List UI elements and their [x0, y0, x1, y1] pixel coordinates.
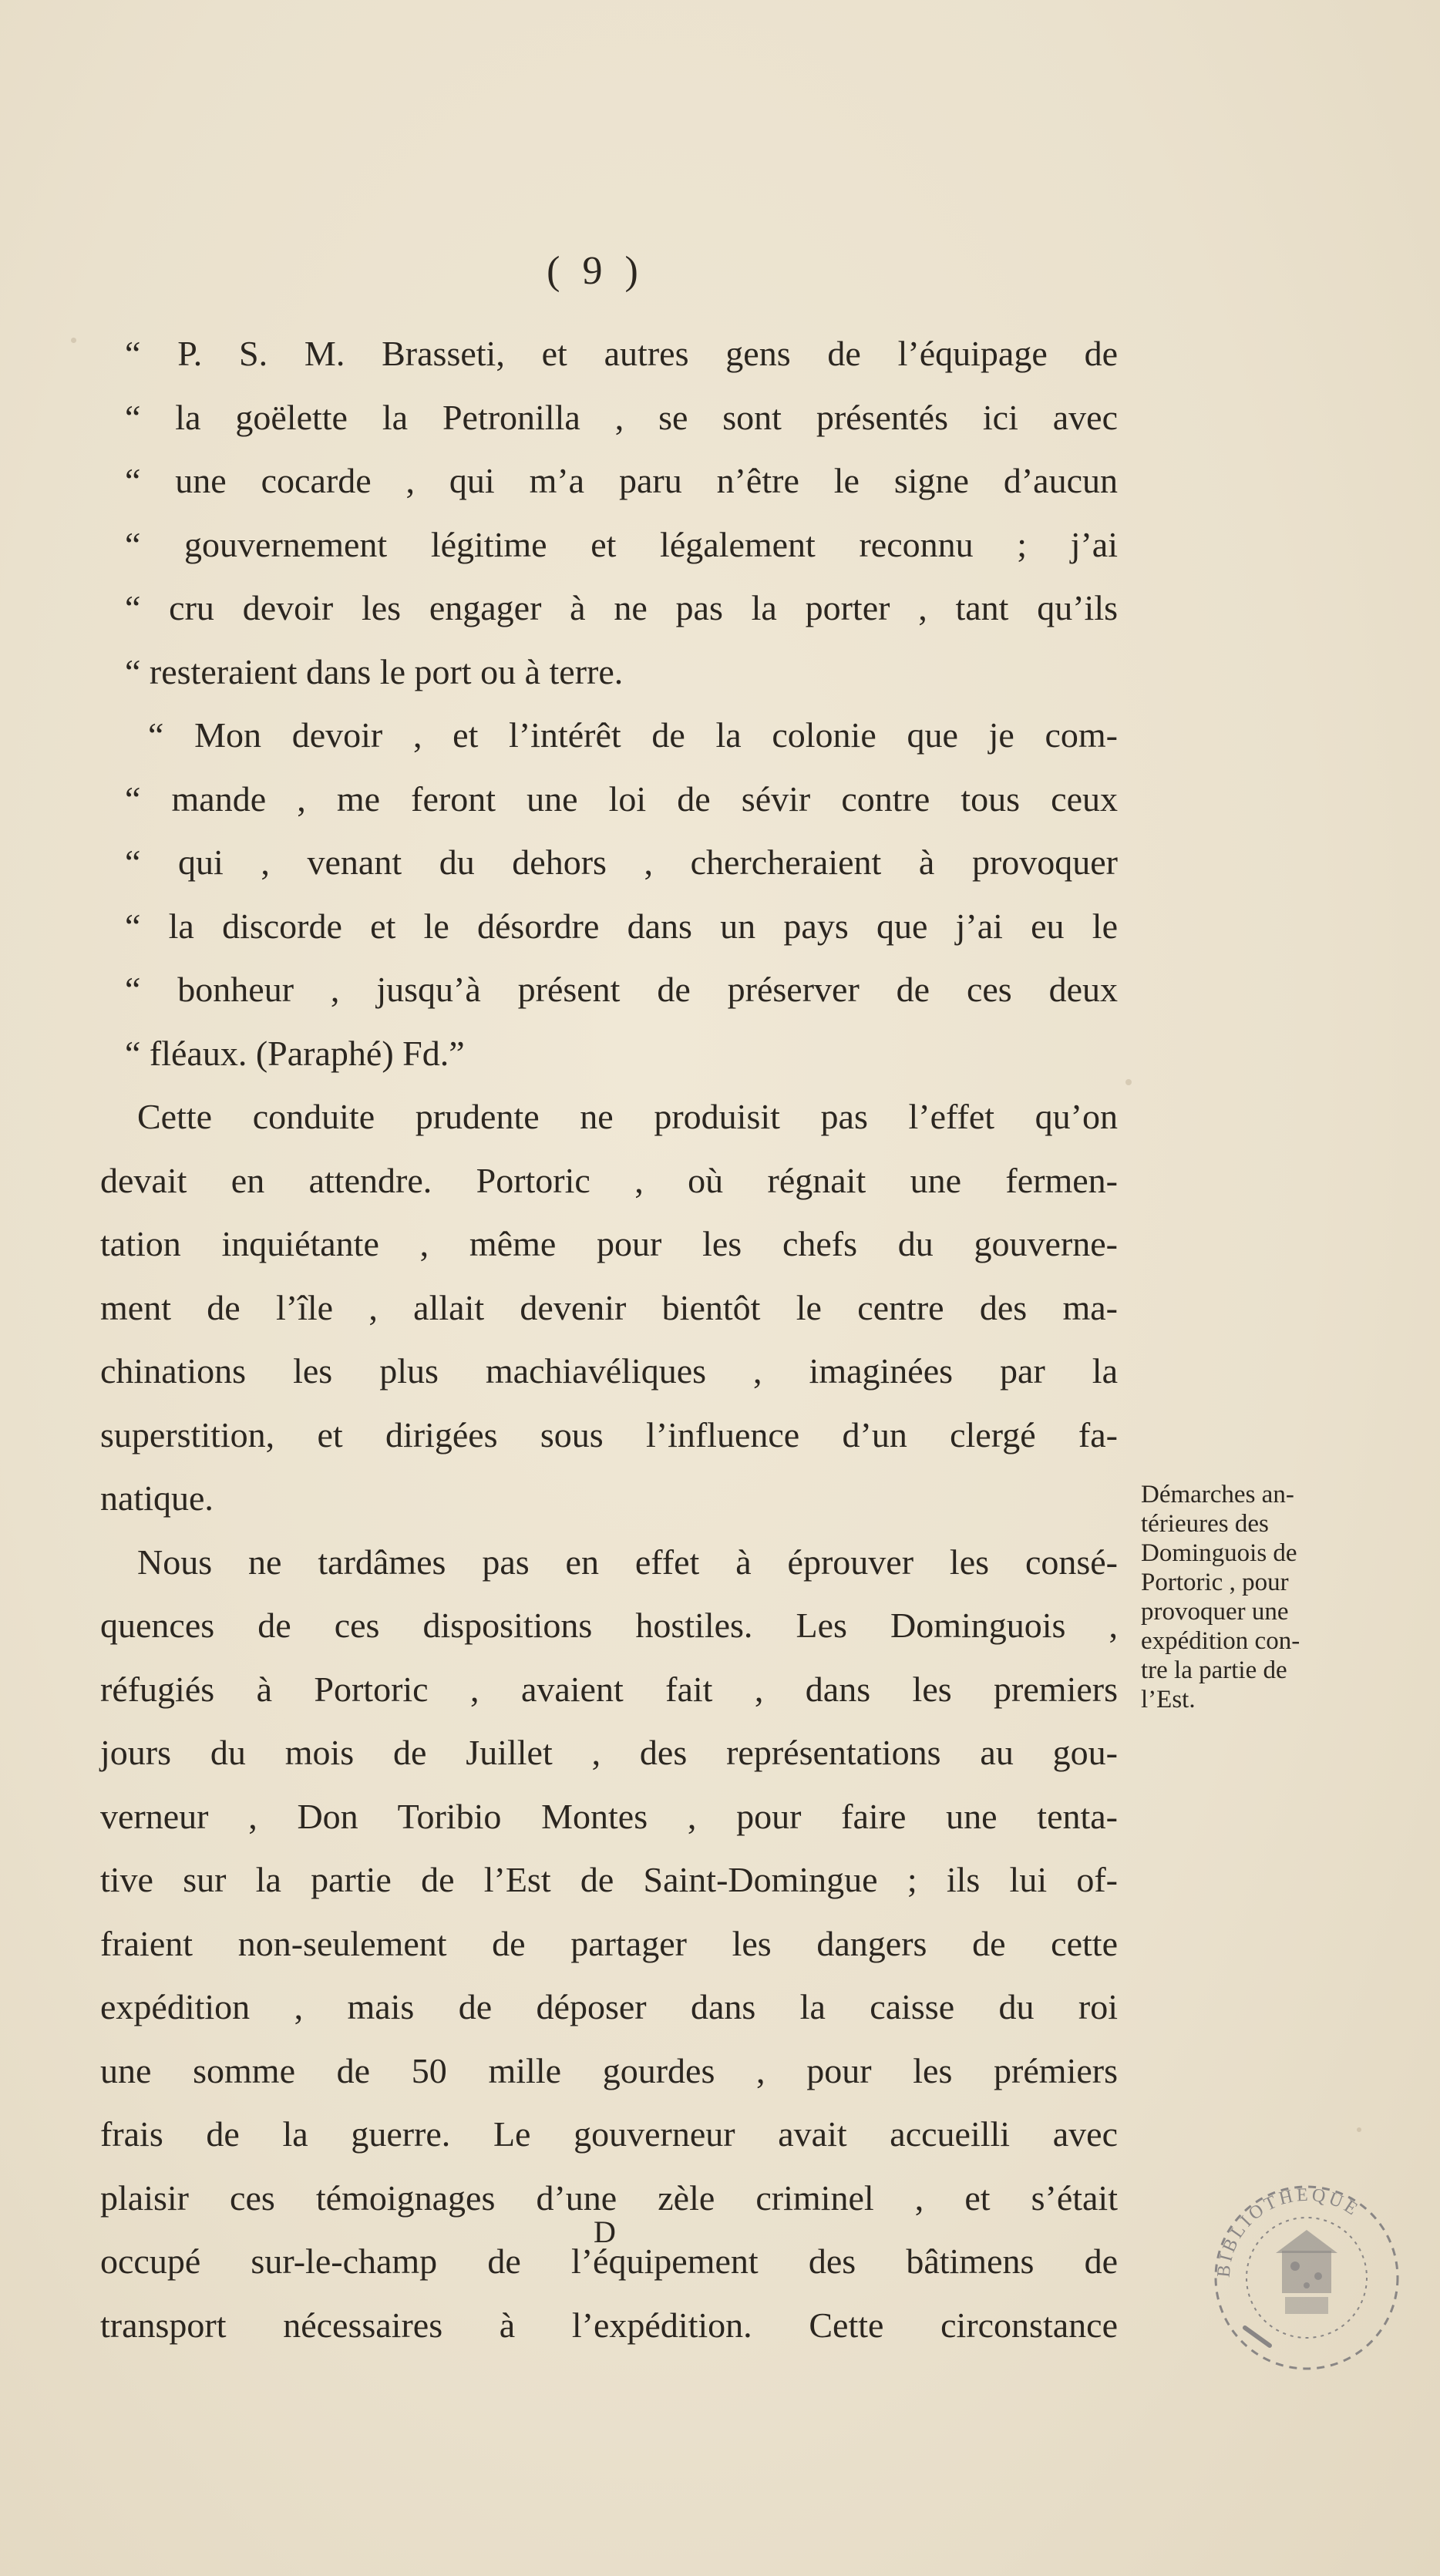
text-line: frais de la guerre. Le gouverneur avait accueilli avec	[100, 2114, 1118, 2154]
text-line: quences de ces dispositions hostiles. Les Dominguois ,	[100, 1606, 1118, 1645]
text-line: superstition, et dirigées sous l’influence d’un clergé fa-	[100, 1414, 1118, 1454]
text-line: ment de l’île , allait devenir bientôt le centre des ma-	[100, 1287, 1118, 1327]
library-stamp-icon	[1199, 2170, 1415, 2386]
text-line: “ la goëlette la Petronilla , se sont présentés ici avec	[125, 397, 1118, 437]
signature-mark: D	[594, 2214, 616, 2249]
text-line: “ resteraient dans le port ou à terre.	[125, 651, 624, 691]
text-line: natique.	[100, 1478, 214, 1518]
page-number: ( 9 )	[547, 249, 644, 293]
body-text	[100, 322, 1118, 2357]
text-line: “ mande , me feront une loi de sévir contre tous ceux	[125, 779, 1118, 819]
text-line: tive sur la partie de l’Est de Saint-Domingue ; ils lui of-	[100, 1860, 1118, 1899]
text-line: occupé sur-le-champ de l’équipement des bâtimens de	[100, 2241, 1118, 2281]
margin-note-line: l’Est.	[1141, 1686, 1196, 1713]
text-line: “ fléaux. (Paraphé) Fd.”	[125, 1033, 465, 1073]
margin-note-line: Démarches an-	[1141, 1481, 1294, 1508]
text-line: “ P. S. M. Brasseti, et autres gens de l’équipage de	[125, 334, 1118, 373]
text-line: “ qui , venant du dehors , chercheraient à provoquer	[125, 842, 1118, 882]
text-line: plaisir ces témoignages d’une zèle criminel , et s’était	[100, 2177, 1118, 2218]
margin-note	[1141, 1480, 1395, 1714]
text-line: expédition , mais de déposer dans la caisse du roi	[100, 1987, 1118, 2026]
paper-spot	[1357, 2127, 1361, 2132]
paper-spot	[71, 338, 76, 343]
text-line: une somme de 50 mille gourdes , pour les prémiers	[100, 2050, 1118, 2090]
text-line: fraient non-seulement de partager les dangers de cette	[100, 1923, 1118, 1963]
text-line: transport nécessaires à l’expédition. Cette circonstance	[100, 2305, 1118, 2345]
margin-note-line: Portoric , pour	[1141, 1569, 1289, 1596]
text-line: jours du mois de Juillet , des représentations au gou-	[100, 1733, 1118, 1772]
text-line: tation inquiétante , même pour les chefs du gouverne-	[100, 1224, 1118, 1263]
margin-note-line: tre la partie de	[1141, 1656, 1287, 1684]
margin-note-line: provoquer une	[1141, 1598, 1289, 1626]
text-line: Cette conduite prudente ne produisit pas l’effet qu’on	[137, 1097, 1118, 1136]
margin-note-line: expédition con-	[1141, 1627, 1300, 1655]
text-line: “ gouvernement légitime et légalement reconnu ; j’ai	[125, 524, 1118, 564]
text-line: “ Mon devoir , et l’intérêt de la colonie que je com-	[148, 715, 1118, 755]
text-line: réfugiés à Portoric , avaient fait , dans les premiers	[100, 1669, 1118, 1709]
text-line: “ une cocarde , qui m’a paru n’être le signe d’aucun	[125, 461, 1118, 500]
text-line: Nous ne tardâmes pas en effet à éprouver les consé-	[137, 1542, 1118, 1582]
text-line: “ bonheur , jusqu’à présent de préserver de ces deux	[125, 970, 1118, 1009]
text-line: chinations les plus machiavéliques , imaginées par la	[100, 1351, 1118, 1391]
text-line: “ cru devoir les engager à ne pas la porter , tant qu’ils	[125, 588, 1118, 627]
paper-spot	[1125, 1079, 1132, 1085]
margin-note-line: térieures des	[1141, 1510, 1269, 1538]
text-line: verneur , Don Toribio Montes , pour faire une tenta-	[100, 1796, 1118, 1836]
text-line: devait en attendre. Portoric , où régnait une fermen-	[100, 1160, 1118, 1200]
text-line: “ la discorde et le désordre dans un pays que j’ai eu le	[125, 906, 1118, 946]
svg-text:BIBLIOTHEQUE: BIBLIOTHEQUE	[1213, 2184, 1364, 2278]
margin-note-line: Dominguois de	[1141, 1539, 1297, 1567]
